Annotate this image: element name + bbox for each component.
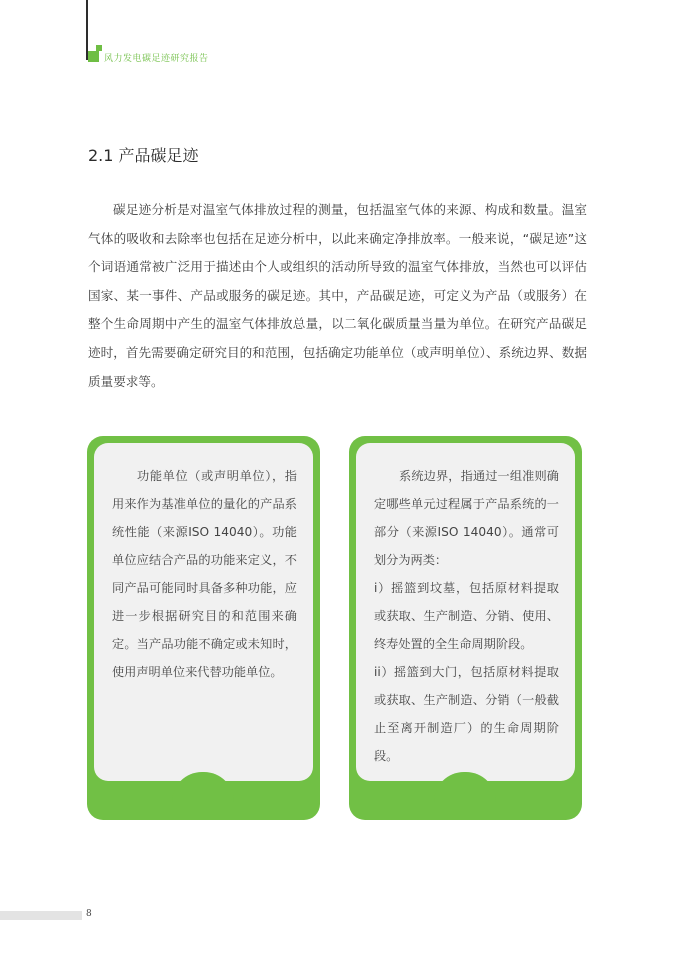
page-number: 8: [86, 909, 92, 919]
system-boundary-card: [349, 436, 582, 820]
section-title: 2.1 产品碳足迹: [88, 146, 199, 165]
system-boundary-item-2: ii）摇篮到大门，包括原材料提取或获取、生产制造、分销（一般截止至离开制造厂）的生命周期阶段。: [374, 665, 559, 763]
card-text-block: [112, 462, 297, 686]
card-inner-panel: [94, 443, 313, 781]
body-paragraph: 碳足迹分析是对温室气体排放过程的测量，包括温室气体的来源、构成和数量。温室气体的吸收和去除率也包括在足迹分析中，以此来确定净排放率。一般来说，“碳足迹”这个词语通常被广泛用于描述由个人或组织的活动所导致的温室气体排放，当然也可以评估国家、某一事件、产品或服务的碳足迹。其中，产品碳足迹，可定义为产品（或服务）在整个生命周期中产生的温室气体排放总量，以二氧化碳质量当量为单位。在研究产品碳足迹时，首先需要确定研究目的和范围，包括确定功能单位（或声明单位）、系统边界、数据质量要求等。: [88, 202, 587, 389]
functional-unit-text: 功能单位（或声明单位），指用来作为基准单位的量化的产品系统性能（来源ISO 14040）。功能单位应结合产品的功能来定义，不同产品可能同时具备多种功能，应进一步根据研究目的和范围来确定。当产品功能不确定或未知时，使用声明单位来代替功能单位。: [112, 469, 297, 679]
card-inner-panel: [356, 443, 575, 781]
functional-unit-card: [87, 436, 320, 820]
footer-bar: [0, 911, 82, 920]
brand-square-large: [88, 51, 99, 62]
system-boundary-item-1: i）摇篮到坟墓，包括原材料提取或获取、生产制造、分销、使用、终寿处置的全生命周期阶段。: [374, 581, 559, 651]
report-title: 风力发电碳足迹研究报告: [104, 54, 209, 64]
system-boundary-intro: 系统边界，指通过一组准则确定哪些单元过程属于产品系统的一部分（来源ISO 14040）。通常可划分为两类：: [374, 469, 559, 567]
card-text-block: [374, 462, 559, 770]
